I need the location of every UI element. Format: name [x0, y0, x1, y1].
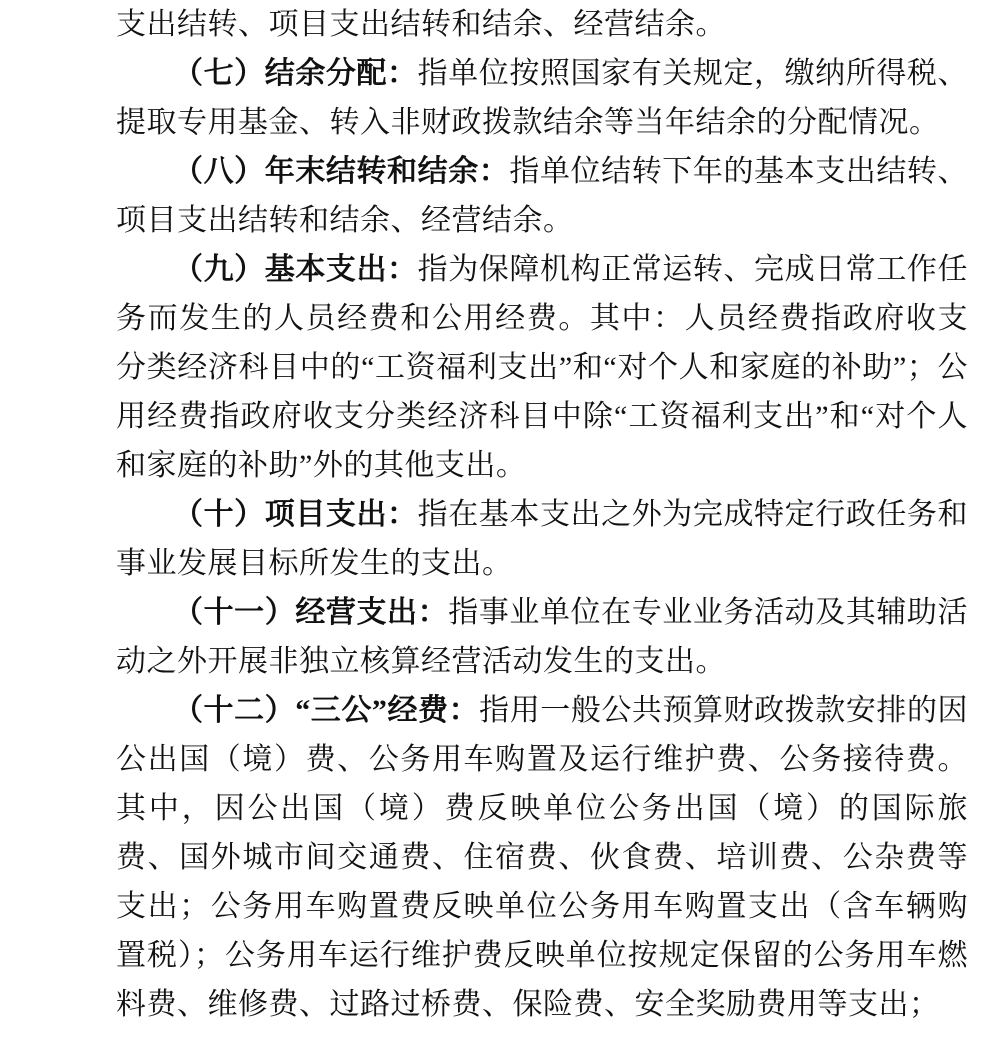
paragraph-body: 指事业单位在专业业务活动及其辅助活动之外开展非独立核算经营活动发生的支出。: [116, 596, 969, 678]
paragraph-body: 指单位按照国家有关规定，缴纳所得税、提取专用基金、转入非财政拨款结余等当年结余的分配情况。: [116, 57, 969, 139]
paragraph-item-9: [116, 245, 968, 490]
paragraph-lead: （十）项目支出：: [173, 498, 418, 531]
paragraph-body: 指为保障机构正常运转、完成日常工作任务而发生的人员经费和公用经费。其中：人员经费指政府收支分类经济科目中的“工资福利支出”和“对个人和家庭的补助”；公用经费指政府收支分类经济科目中除“工资福利支出”和“对个人和家庭的补助”外的其他支出。: [116, 253, 969, 482]
paragraph-item-7: [116, 49, 968, 147]
paragraph-body: 指用一般公共预算财政拨款安排的因公出国（境）费、公务用车购置及运行维护费、公务接待费。其中，因公出国（境）费反映单位公务出国（境）的国际旅费、国外城市间交通费、住宿费、伙食费、培训费、公杂费等支出；公务用车购置费反映单位公务用车购置支出（含车辆购置税）；公务用车运行维护费反映单位按规定保留的公务用车燃料费、维修费、过路过桥费、保险费、安全奖励费用等支出；: [116, 694, 969, 1021]
paragraph-lead: （十二）“三公”经费：: [173, 694, 480, 727]
document-text-block: [116, 0, 968, 1029]
paragraph-lead: （七）结余分配：: [173, 57, 418, 90]
paragraph-item-12: [116, 686, 968, 1029]
paragraph-lead: （八）年末结转和结余：: [173, 155, 510, 188]
paragraph-body: 指单位结转下年的基本支出结转、项目支出结转和结余、经营结余。: [116, 155, 969, 237]
paragraph-body: 指在基本支出之外为完成特定行政任务和事业发展目标所发生的支出。: [116, 498, 969, 580]
paragraph-lead: （九）基本支出：: [173, 253, 418, 286]
paragraph-lead: （十一）经营支出：: [173, 596, 449, 629]
paragraph-item-11: [116, 588, 968, 686]
paragraph-item-10: [116, 490, 968, 588]
paragraph-item-8: [116, 147, 968, 245]
paragraph-body: 支出结转、项目支出结转和结余、经营结余。: [116, 8, 726, 41]
paragraph-continuation: [116, 0, 968, 49]
